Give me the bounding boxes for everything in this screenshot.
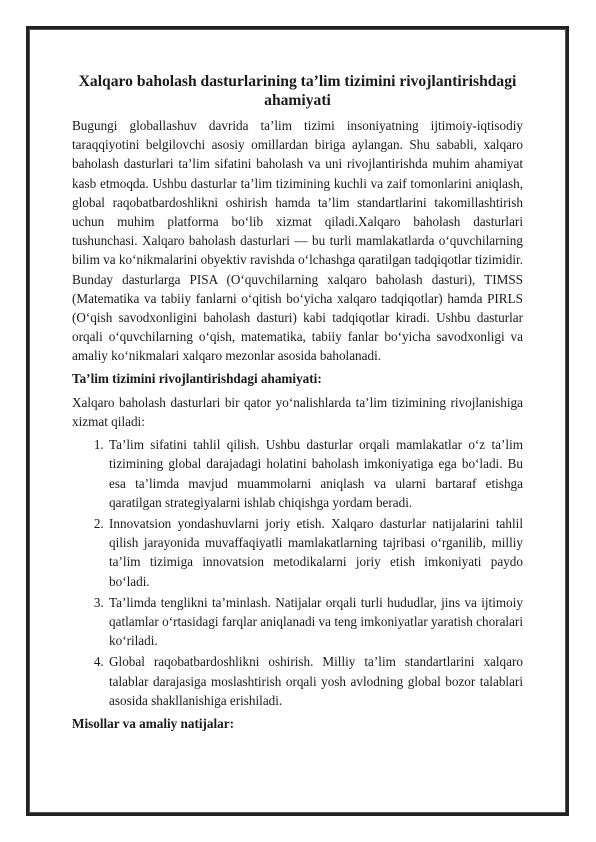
intro-paragraph: Bugungi globallashuv davrida ta’lim tizimi insoniyatning ijtimoiy-iqtisodiy taraqqiyotini belgilovchi asosiy omillardan biriga aylangan. Shu sababli, xalqaro baholash dasturlari ta’lim sifatini baholash va uni rivojlantirishda muhim ahamiyat kasb etmoqda. Ushbu dasturlar ta’lim tizimining kuchli va zaif tomonlarini aniqlash, global raqobatbardoshlikni oshirish hamda ta’lim standartlarini takomillashtirish uchun muhim platforma bo‘lib xizmat qiladi.Xalqaro baholash dasturlari tushunchasi. Xalqaro baholash dasturlari — bu turli mamlakatlarda o‘quvchilarning bilim va ko‘nikmalarini obyektiv ravishda o‘lchashga qaratilgan tadqiqotlar tizimidir. Bunday dasturlarga PISA (O‘quvchilarning xalqaro baholash dasturi), TIMSS (Matematika va tabiiy fanlarni o‘qitish bo‘yicha xalqaro tadqiqotlar) hamda PIRLS (O‘qish savodxonligini baholash dasturi) kabi tadqiqotlar kiradi. Ushbu dasturlar orqali o‘quvchilarning o‘qish, matematika, tabiiy fanlar bo‘yicha savodxonligi va amaliy ko‘nikmalari xalqaro mezonlar asosida baholanadi. [72,118,523,364]
document-title: Xalqaro baholash dasturlarining ta’lim tizimini rivojlantirishdagi ahamiyati [78,73,517,109]
list-item: 3. Ta’limda tenglikni ta’minlash. Natijalar orqali turli hududlar, jins va ijtimoiy qatlamlar o‘rtasidagi farqlar aniqlanadi va teng imkoniyatlar yaratish choralari ko‘riladi. [107,593,523,651]
list-item: 1. Ta’lim sifatini tahlil qilish. Ushbu dasturlar orqali mamlakatlar o‘z ta’lim tizimining global darajadagi holatini baholash imkoniyatiga ega bo‘ladi. Bu esa ta’limda mavjud muammolarni aniqlash va ularni bartaraf etishga qaratilgan strategiyalarni ishlab chiqishga yordam beradi. [107,435,523,512]
list-item: 2. Innovatsion yondashuvlarni joriy etish. Xalqaro dasturlar natijalarini tahlil qilish jarayonida muvaffaqiyatli mamlakatlarning tajribasi o‘rganilib, milliy ta’lim tizimiga innovatsion metodikalarni joriy etish imkoniyati paydo bo‘ladi. [107,514,523,591]
document-body [72,72,523,738]
importance-list [72,435,523,710]
section-heading-importance: Ta’lim tizimini rivojlantirishdagi ahamiyati: [72,370,322,386]
section-heading-examples: Misollar va amaliy natijalar: [72,716,235,732]
list-item: 4. Global raqobatbardoshlikni oshirish. Milliy ta’lim standartlarini xalqaro talablar darajasiga moslashtirish orqali yosh avlodning global bozor talablari asosida shakllanishiga erishiladi. [107,652,523,710]
section-intro-paragraph: Xalqaro baholash dasturlari bir qator yo‘nalishlarda ta’lim tizimining rivojlanishiga xizmat qiladi: [72,394,523,430]
